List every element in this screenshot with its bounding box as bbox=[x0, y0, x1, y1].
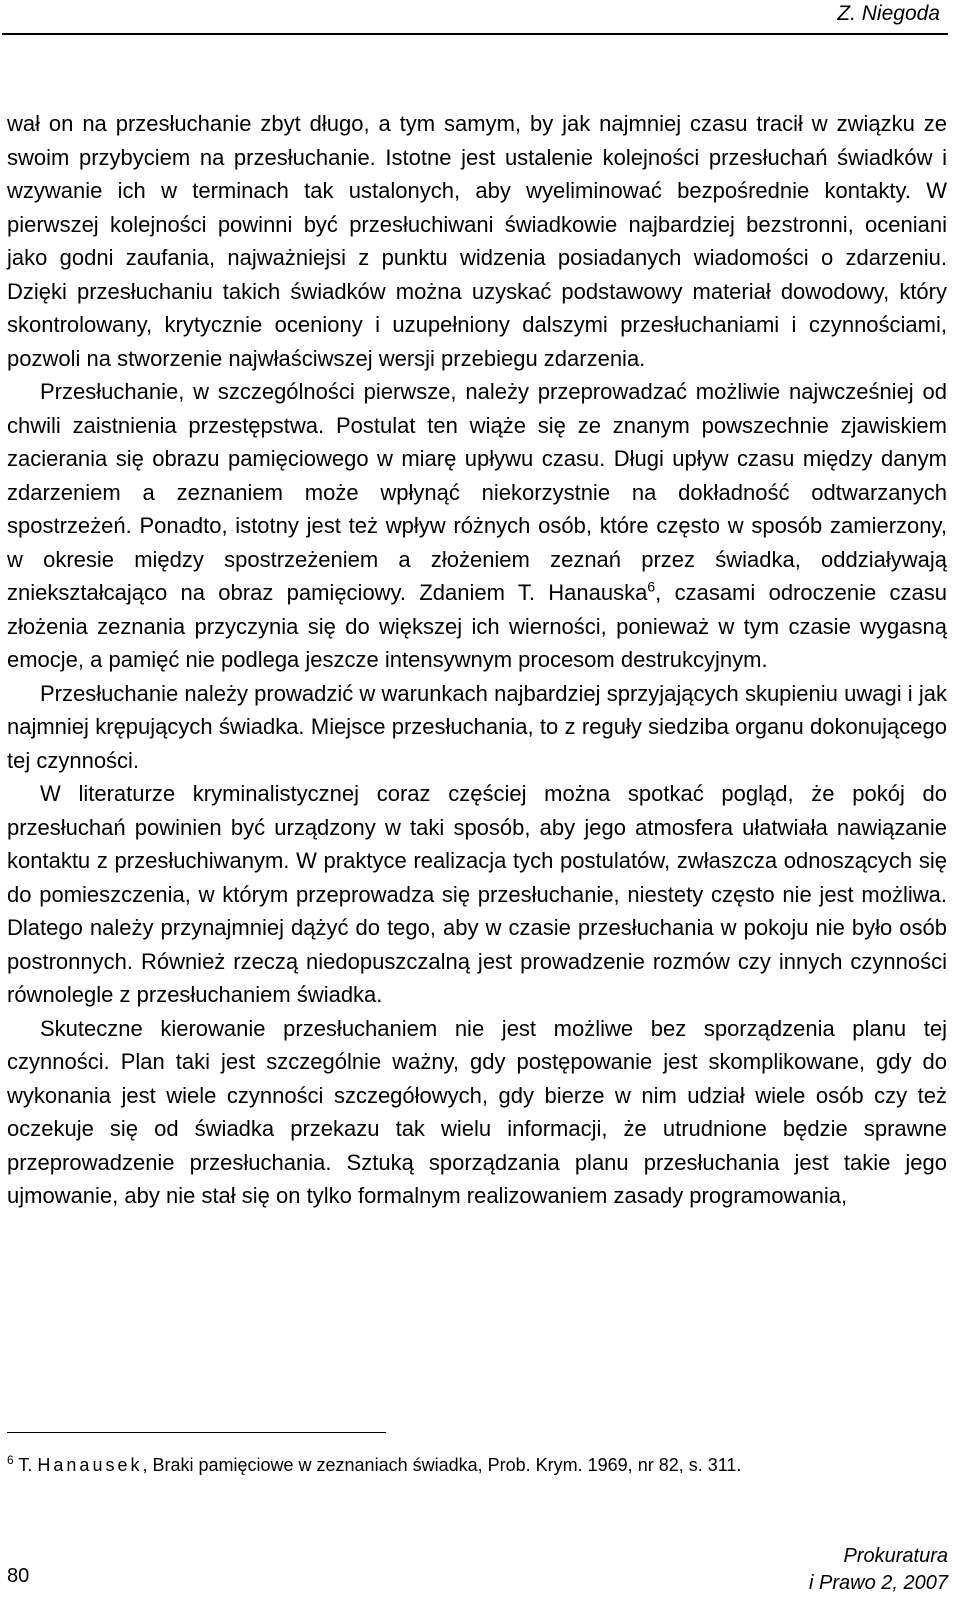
paragraph-text: W literaturze kryminalistycznej coraz częściej można spotkać pogląd, że pokój do przesłuchań powinien być urządzony w taki sposób, aby jego atmosfera ułatwiała nawiązanie kontaktu z przesłuchiwanym. W praktyce realizacja tych postulatów, zwłaszcza odnoszących się do pomieszczenia, w którym przeprowadza się przesłuchanie, niestety często nie jest możliwa. Dlatego należy przynajmniej dążyć do tego, aby w czasie przesłuchania w pokoju nie było osób postronnych. Również rzeczą niedopuszczalną jest prowadzenie rozmów czy innych czynności równolegle z przesłuchaniem świadka. bbox=[7, 781, 947, 1007]
footnote-reference: 6 bbox=[647, 578, 656, 595]
footnote bbox=[7, 1453, 952, 1477]
paragraph bbox=[7, 777, 947, 1012]
body-text bbox=[7, 107, 947, 1213]
footnote-author-surname: Hanausek bbox=[37, 1455, 143, 1475]
running-header-author: Z. Niegoda bbox=[837, 2, 940, 25]
header-rule bbox=[2, 33, 948, 35]
paragraph bbox=[7, 677, 947, 778]
paragraph bbox=[7, 107, 947, 375]
journal-name bbox=[809, 1543, 948, 1597]
paragraph-text: Przesłuchanie należy prowadzić w warunkach najbardziej sprzyjających skupieniu uwagi i jak najmniej krępujących świadka. Miejsce przesłuchania, to z reguły siedziba organu dokonującego tej czynności. bbox=[7, 680, 947, 773]
paragraph-text: Przesłuchanie, w szczególności pierwsze, należy przeprowadzać możliwie najwcześniej od chwili zaistnienia przestępstwa. Postulat ten wiąże się ze znanym powszechnie zjawiskiem zacierania się obrazu pamięciowego w miarę upływu czasu. Długi upływ czasu między danym zdarzeniem a zeznaniem może wpłynąć niekorzystnie na dokładność odtwarzanych spostrzeżeń. Ponadto, istotny jest też wpływ różnych osób, które często w sposób zamierzony, w okresie między spostrzeżeniem a złożeniem zeznań przez świadka, oddziaływają zniekształcająco na obraz pamięciowy. Zdaniem T. Hanauska bbox=[7, 379, 947, 605]
footnote-author-initial: T. bbox=[18, 1455, 33, 1475]
paragraph bbox=[7, 375, 947, 677]
footnote-number: 6 bbox=[7, 1453, 14, 1467]
journal-name-line1: Prokuratura bbox=[843, 1545, 948, 1567]
paragraph-text: Skuteczne kierowanie przesłuchaniem nie jest możliwe bez sporządzenia planu tej czynności. Plan taki jest szczególnie ważny, gdy postępowanie jest skomplikowane, gdy do wykonania jest wiele czynności szczegółowych, gdy bierze w nim udział wiele osób czy też oczekuje się od świadka przekazu tak wielu informacji, że utrudnione będzie sprawne przeprowadzenie przesłuchania. Sztuką sporządzania planu przesłuchania jest takie jego ujmowanie, aby nie stał się on tylko formalnym realizowaniem zasady programowania, bbox=[7, 1015, 947, 1208]
footnote-citation: , Braki pamięciowe w zeznaniach świadka, Prob. Krym. 1969, nr 82, s. 311. bbox=[142, 1455, 742, 1475]
paragraph-text: , czasami odroczenie czasu złożenia zeznania przyczynia się do większej ich wierności, ponieważ w tym czasie wygasną emocje, a pamięć nie podlega jeszcze intensywnym procesom destrukcyjnym. bbox=[7, 580, 947, 672]
paragraph bbox=[7, 1012, 947, 1213]
page-number: 80 bbox=[7, 1565, 30, 1587]
paragraph-text: wał on na przesłuchanie zbyt długo, a tym samym, by jak najmniej czasu tracił w związku ze swoim przybyciem na przesłuchanie. Istotne jest ustalenie kolejności przesłuchań świadków i wzywanie ich w terminach tak ustalonych, aby wyeliminować bezpośrednie kontakty. W pierwszej kolejności powinni być przesłuchiwani świadkowie najbardziej bezstronni, oceniani jako godni zaufania, najważniejsi z punktu widzenia posiadanych wiadomości o zdarzeniu. Dzięki przesłuchaniu takich świadków można uzyskać podstawowy materiał dowodowy, który skontrolowany, krytycznie oceniony i uzupełniony dalszymi przesłuchaniami i czynnościami, pozwoli na stworzenie najwłaściwszej wersji przebiegu zdarzenia. bbox=[7, 111, 947, 371]
footnote-rule bbox=[7, 1432, 386, 1433]
journal-name-line2: i Prawo 2, 2007 bbox=[809, 1572, 948, 1594]
